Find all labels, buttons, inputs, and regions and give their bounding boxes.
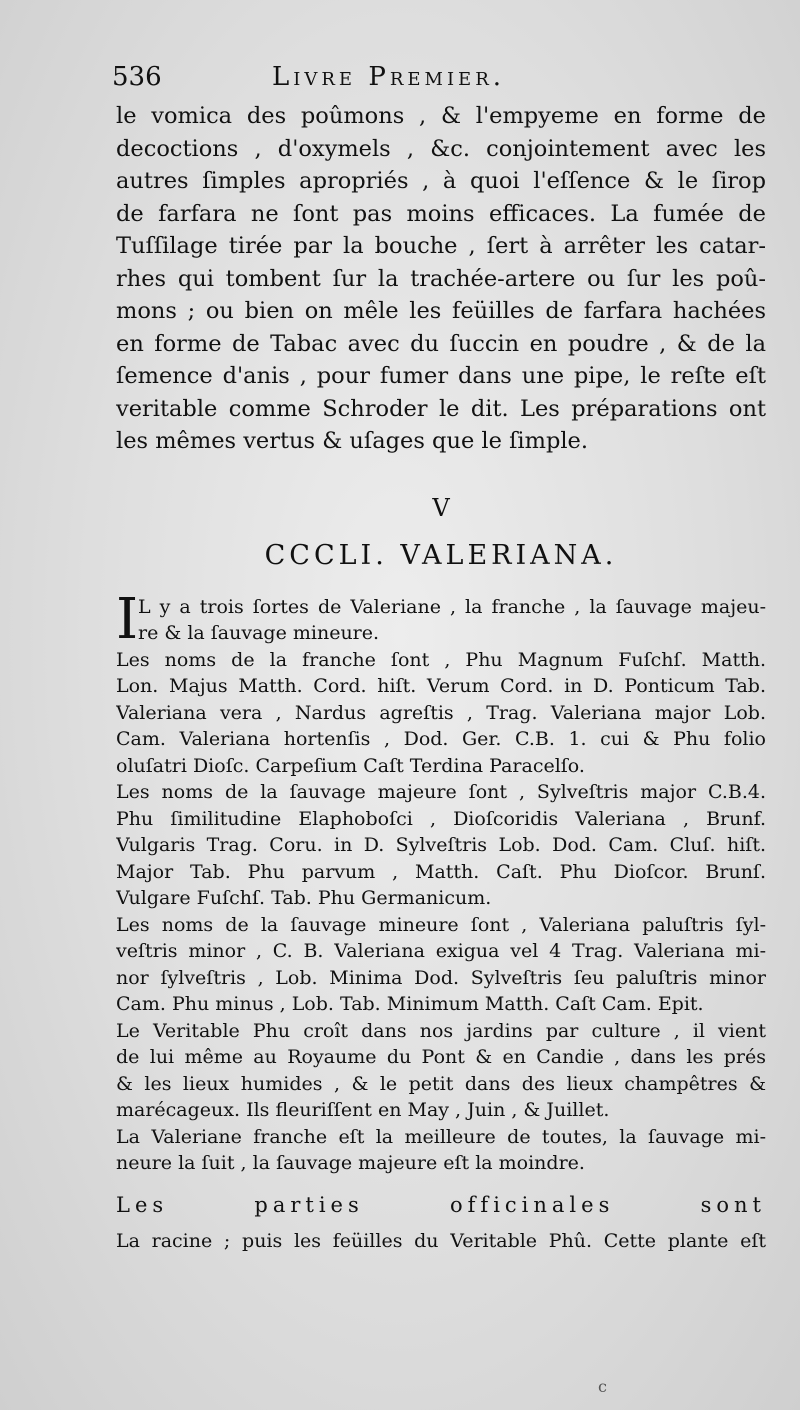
text-line: La Valeriane franche eſt la meilleure de toutes, la ſauvage mi- [116,1125,766,1148]
section-title: CCCLI. VALERIANA. [264,539,618,571]
text-line: neure la ſuit , la ſauvage majeure eſt la moindre. [116,1152,585,1174]
text-line: Major Tab. Phu parvum , Matth. Caſt. Phu Dioſcor. Brunſ. [116,860,766,883]
running-title: Livre Premier. [272,62,506,92]
text-line: nor ſylveſtris , Lob. Minima Dod. Sylveſtris ſeu paluſtris minor [116,966,766,989]
page-body [116,100,766,1257]
text-line: Les noms de la ſauvage majeure ſont , Sylveſtris major C.B.4. [116,781,766,803]
text-line: veſtris minor , C. B. Valeriana exigua vel 4 Trag. Valeriana mi- [116,940,766,962]
text-line: re & la ſauvage mineure. [138,622,380,644]
text-line: Les noms de la ſauvage mineure ſont , Valeriana paluſtris ſyl- [116,913,766,936]
text-line: les mêmes vertus & uſages que le ſimple. [116,428,589,454]
text-line: de farfara ne ſont pas moins efficaces. La fumée de [116,200,766,227]
officinal-heading: Les parties officinales sont [116,1192,766,1217]
text-line: ſemence d'anis , pour fumer dans une pipe, le reſte eſt [116,363,766,389]
text-line: Valeriana vera , Nardus agreſtis , Trag. Valeriana major Lob. [116,701,766,724]
page-number: 536 [112,62,162,92]
valeriana-intro [116,586,766,652]
text-line: Vulgare Fuſchſ. Tab. Phu Germanicum. [116,887,492,909]
text-line: rhes qui tombent ſur la trachée-artere ou ſur les poû- [116,265,766,292]
text-line: Cam. Valeriana hortenſis , Dod. Ger. C.B. 1. cui & Phu folio [116,728,766,750]
drop-cap: I [116,586,139,652]
text-line: decoctions , d'oxymels , &c. conjointement avec les [116,135,766,162]
text-line: Lon. Majus Matth. Cord. hiſt. Verum Cord. in D. Ponticum Tab. [116,675,766,697]
text-line: marécageux. Ils fleuriſſent en May , Juin , & Juillet. [116,1099,610,1121]
text-line: mons ; ou bien on mêle les feüilles de farfara hachées [116,298,766,324]
section-ornament: V [432,493,450,522]
text-line: de lui même au Royaume du Pont & en Candie , dans les prés [116,1046,766,1068]
text-line: veritable comme Schroder le dit. Les préparations ont [116,395,766,422]
text-line: Cam. Phu minus , Lob. Tab. Minimum Matth. Caſt Cam. Epit. [116,993,704,1015]
valeriana-names [116,647,766,1177]
text-line: Tuſſilage tirée par la bouche , ſert à arrêter les catar- [116,233,766,259]
text-line: en forme de Tabac avec du ſuccin en poudre , & de la [116,330,766,357]
text-line: Les noms de la franche ſont , Phu Magnum Fuſchſ. Matth. [116,648,766,671]
text-line: oluſatri Dioſc. Carpeſium Caſt Terdina Paracelſo. [116,754,585,777]
text-line: le vomica des poûmons , & l'empyeme en forme de [116,103,766,129]
text-line: autres ſimples apropriés , à quoi l'eſſence & le ſirop [116,168,766,194]
text-line: Phu ſimilitudine Elaphoboſci , Dioſcoridis Valeriana , Brunf. [116,807,766,830]
page-header [112,62,762,102]
tussilage-paragraph [116,100,766,458]
page-mark: c [598,1377,607,1396]
text-line: La racine ; puis les feüilles du Veritable Phû. Cette plante eſt [116,1229,766,1252]
text-line: & les lieux humides , & le petit dans des lieux champêtres & [116,1072,766,1095]
text-line: Vulgaris Trag. Coru. in D. Sylveſtris Lob. Dod. Cam. Cluſ. hiſt. [116,834,766,856]
text-line: Le Veritable Phu croît dans nos jardins par culture , il vient [116,1019,766,1042]
text-line: L y a trois ſortes de Valeriane , la franche , la ſauvage majeu- [138,595,766,618]
